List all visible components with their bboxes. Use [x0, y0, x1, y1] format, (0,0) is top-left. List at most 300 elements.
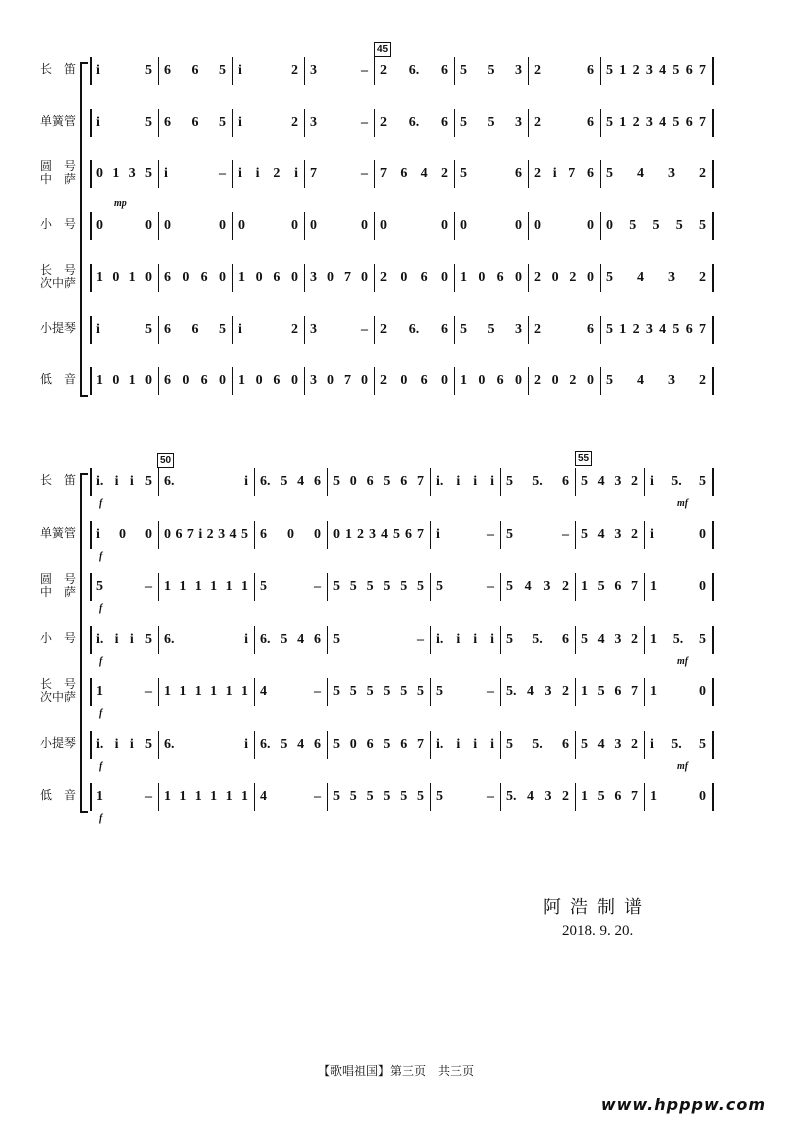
barline: [430, 521, 431, 549]
note: 5: [699, 631, 706, 647]
measure: [238, 215, 298, 237]
measure: [650, 786, 706, 808]
note: 7: [698, 321, 706, 337]
note: 2: [569, 373, 577, 389]
note: 2: [291, 63, 298, 78]
note: 0: [327, 269, 334, 285]
barline: [158, 521, 159, 549]
note: 6: [614, 684, 622, 699]
measure: [460, 215, 522, 237]
instrument-label: 长 号 次中萨: [40, 262, 77, 290]
note: 3: [614, 736, 622, 752]
barline: [712, 212, 714, 240]
note: i: [238, 321, 242, 337]
note: 5: [144, 631, 152, 647]
note: 6: [562, 474, 569, 489]
barline: [575, 626, 576, 654]
measure: [260, 524, 321, 546]
note: 6: [496, 373, 504, 389]
note: 6: [587, 166, 594, 182]
barline: [90, 678, 92, 706]
note: 6.: [408, 63, 420, 78]
note: 0: [219, 218, 226, 234]
note: 6: [587, 114, 594, 130]
note: 1: [128, 269, 136, 285]
note: –: [487, 789, 494, 804]
note: 3: [310, 269, 317, 285]
note: 5: [260, 579, 267, 594]
note: 0: [290, 373, 298, 389]
note: 1: [240, 789, 248, 804]
note: 2: [380, 114, 387, 130]
barline: [158, 573, 159, 601]
barline: [327, 678, 328, 706]
measure: [650, 629, 706, 651]
arrangement-date: 2018. 9. 20.: [562, 923, 634, 939]
barline: [374, 212, 375, 240]
note: 6: [562, 631, 569, 647]
measure: [606, 267, 706, 289]
barline: [712, 160, 714, 188]
instrument-label: 小 号: [40, 630, 77, 645]
dynamic-mark: f: [99, 498, 103, 509]
barline: [575, 468, 576, 496]
note: 4: [527, 684, 534, 699]
note: 4: [637, 166, 644, 182]
note: 6.: [260, 474, 271, 489]
note: 4: [381, 526, 388, 542]
note: 1: [194, 684, 202, 699]
barline: [644, 731, 645, 759]
note: 4: [527, 789, 534, 804]
note: 5: [383, 736, 391, 752]
barline: [232, 212, 233, 240]
note: 0: [606, 218, 613, 234]
note: 5: [349, 789, 357, 804]
measure: [581, 576, 638, 598]
note: 5: [333, 789, 340, 804]
barline: [430, 783, 431, 811]
note: 0: [514, 373, 522, 389]
measure: [310, 60, 368, 82]
measure: [380, 267, 448, 289]
note: 1: [240, 579, 248, 594]
barline: [712, 626, 714, 654]
barline: [644, 783, 645, 811]
measure: [436, 576, 494, 598]
note: –: [361, 63, 368, 78]
measure: [436, 524, 494, 546]
note: 5: [219, 114, 226, 130]
measure: [436, 681, 494, 703]
measure: [238, 370, 298, 392]
measure: [581, 734, 638, 756]
barline: [90, 468, 92, 496]
barline: [90, 573, 92, 601]
barline: [232, 367, 233, 395]
note: 3: [614, 474, 622, 489]
measure: [436, 734, 494, 756]
note: 2: [291, 114, 298, 130]
barline: [600, 264, 601, 292]
instrument-label: 长 号 次中萨: [40, 677, 77, 704]
barline: [712, 316, 714, 344]
barline: [158, 109, 159, 137]
measure: [534, 215, 594, 237]
note: 0: [255, 269, 263, 285]
note: –: [145, 789, 152, 804]
note: 1: [164, 579, 171, 594]
note: i: [456, 474, 461, 489]
arranger-signature: 阿浩制谱: [543, 897, 651, 917]
note: 4: [297, 474, 305, 489]
measure: [164, 319, 226, 341]
barline: [528, 316, 529, 344]
barline: [575, 521, 576, 549]
note: 0: [287, 526, 294, 542]
note: i: [473, 474, 478, 489]
barline: [254, 626, 255, 654]
note: 1: [619, 114, 627, 130]
note: 1: [96, 789, 103, 804]
measure: [460, 112, 522, 134]
barline: [528, 264, 529, 292]
note: 5: [280, 474, 288, 489]
measure: [96, 267, 152, 289]
note: 1: [112, 166, 120, 182]
note: 1: [210, 684, 218, 699]
note: 1: [194, 579, 202, 594]
note: i: [244, 631, 248, 647]
measure: [380, 319, 448, 341]
note: 0: [145, 218, 152, 234]
barline: [454, 109, 455, 137]
note: 4: [260, 789, 267, 804]
note: 0: [112, 269, 120, 285]
note: 0: [400, 269, 408, 285]
note: 7: [630, 579, 638, 594]
measure: [164, 60, 226, 82]
measure: [96, 163, 152, 185]
note: 2: [630, 474, 638, 489]
note: –: [487, 526, 494, 542]
note: 7: [698, 114, 706, 130]
note: 0: [144, 269, 152, 285]
barline: [90, 212, 92, 240]
measure: [380, 163, 448, 185]
barline: [430, 678, 431, 706]
barline: [327, 731, 328, 759]
rehearsal-mark: 45: [374, 42, 391, 57]
measure: [581, 629, 638, 651]
measure: [96, 734, 152, 756]
note: 0: [441, 218, 448, 234]
dynamic-mark: f: [99, 655, 103, 667]
barline: [575, 731, 576, 759]
barline: [327, 626, 328, 654]
barline: [374, 367, 375, 395]
note: i: [650, 736, 654, 752]
measure: [238, 163, 298, 185]
barline: [254, 783, 255, 811]
note: i: [650, 526, 654, 542]
measure: [333, 524, 424, 546]
measure: [534, 60, 594, 82]
note: 5: [672, 114, 680, 130]
barline: [327, 573, 328, 601]
note: i: [650, 474, 654, 489]
note: 3: [668, 166, 675, 182]
note: i: [238, 114, 242, 130]
note: 5: [597, 684, 605, 699]
note: 6: [164, 373, 171, 389]
barline: [500, 678, 501, 706]
note: 0: [118, 526, 126, 542]
note: 6: [164, 114, 171, 130]
barline: [600, 109, 601, 137]
note: 5: [145, 321, 152, 337]
note: 5: [698, 474, 706, 489]
note: i.: [96, 474, 104, 489]
barline: [232, 264, 233, 292]
note: 1: [225, 789, 233, 804]
barline: [158, 160, 159, 188]
note: i: [255, 166, 260, 182]
barline: [158, 783, 159, 811]
measure: [96, 786, 152, 808]
note: i: [552, 166, 557, 182]
note: i: [238, 63, 242, 78]
note: 3: [310, 321, 317, 337]
barline: [90, 731, 92, 759]
note: 7: [344, 373, 351, 389]
note: 5: [280, 631, 288, 647]
note: 5: [333, 579, 340, 594]
note: 3: [645, 63, 653, 78]
note: 5: [416, 684, 424, 699]
note: 5.: [671, 474, 682, 489]
instrument-label: 圆 号 中 萨: [40, 572, 77, 599]
note: 0: [586, 373, 594, 389]
measure: [310, 370, 368, 392]
measure: [164, 215, 226, 237]
note: 6: [164, 321, 171, 337]
note: 5: [460, 114, 467, 130]
measure: [506, 576, 569, 598]
note: 7: [417, 526, 424, 542]
measure: [380, 60, 448, 82]
measure: [534, 112, 594, 134]
note: i: [490, 736, 494, 752]
note: 2: [206, 526, 214, 542]
note: 2: [699, 373, 706, 389]
barline: [90, 783, 92, 811]
barline: [644, 626, 645, 654]
measure: [96, 60, 152, 82]
measure: [534, 319, 594, 341]
note: i: [164, 166, 168, 182]
barline: [158, 468, 159, 496]
note: 0: [361, 218, 368, 234]
note: 1: [179, 789, 187, 804]
barline: [158, 316, 159, 344]
measure: [333, 786, 424, 808]
note: 1: [460, 373, 467, 389]
note: –: [361, 114, 368, 130]
note: i.: [436, 736, 444, 752]
instrument-label: 小 号: [40, 217, 77, 232]
measure: [260, 734, 321, 756]
measure: [650, 471, 706, 493]
barline: [304, 212, 305, 240]
system-bracket: [80, 62, 88, 397]
barline: [430, 468, 431, 496]
note: 0: [349, 474, 357, 489]
note: 2: [562, 789, 569, 804]
measure: [460, 267, 522, 289]
measure: [380, 215, 448, 237]
instrument-label: 小提琴: [40, 735, 77, 750]
note: 6.: [164, 631, 175, 647]
note: 6: [420, 373, 428, 389]
note: 1: [240, 684, 248, 699]
note: 6: [200, 269, 208, 285]
note: 5: [581, 526, 588, 542]
note: 5: [487, 114, 495, 130]
note: 2: [632, 63, 640, 78]
barline: [712, 367, 714, 395]
note: 7: [416, 736, 424, 752]
note: 3: [645, 321, 653, 337]
barline: [712, 468, 714, 496]
note: i: [129, 631, 134, 647]
note: 5: [506, 474, 513, 489]
note: 0: [310, 218, 317, 234]
note: 6.: [164, 474, 175, 489]
note: 5: [416, 579, 424, 594]
measure: [606, 60, 706, 82]
note: 0: [587, 218, 594, 234]
note: 4: [420, 166, 428, 182]
note: 0: [586, 269, 594, 285]
note: 6: [441, 63, 448, 78]
note: i: [473, 736, 478, 752]
note: 3: [310, 373, 317, 389]
barline: [90, 367, 92, 395]
system-bracket: [80, 473, 88, 813]
note: 6: [366, 474, 374, 489]
note: 4: [260, 684, 267, 699]
note: 0: [478, 373, 486, 389]
measure: [606, 370, 706, 392]
note: 0: [534, 218, 541, 234]
note: 5: [366, 789, 374, 804]
barline: [158, 678, 159, 706]
barline: [304, 316, 305, 344]
measure: [606, 215, 706, 237]
note: i: [114, 736, 119, 752]
note: 5.: [506, 789, 517, 804]
barline: [454, 316, 455, 344]
note: 0: [699, 526, 706, 542]
note: 3: [310, 114, 317, 130]
note: 5: [597, 789, 605, 804]
barline: [304, 264, 305, 292]
barline: [90, 57, 92, 85]
measure: [460, 163, 522, 185]
barline: [500, 626, 501, 654]
note: 6: [562, 736, 569, 752]
note: 1: [225, 684, 233, 699]
note: 2: [291, 321, 298, 337]
measure: [333, 629, 424, 651]
note: 3: [668, 373, 675, 389]
note: 0: [514, 269, 522, 285]
measure: [164, 267, 226, 289]
note: 6: [441, 114, 448, 130]
note: 5: [581, 631, 588, 647]
note: 2: [630, 526, 638, 542]
note: 3: [515, 114, 522, 130]
note: i: [114, 631, 119, 647]
note: 6.: [408, 321, 420, 337]
note: 1: [179, 684, 187, 699]
barline: [454, 264, 455, 292]
note: 5.: [672, 631, 684, 647]
note: 3: [543, 579, 551, 594]
note: 2: [562, 684, 569, 699]
barline: [575, 678, 576, 706]
note: 0: [380, 218, 387, 234]
instrument-label: 圆 号 中 萨: [40, 159, 77, 187]
note: 0: [361, 269, 368, 285]
note: 0: [440, 373, 448, 389]
barline: [600, 316, 601, 344]
measure: [96, 524, 152, 546]
measure: [164, 681, 248, 703]
note: 5: [349, 579, 357, 594]
note: 5.: [506, 684, 517, 699]
note: 5: [400, 684, 408, 699]
note: 5: [436, 789, 443, 804]
note: 7: [568, 166, 576, 182]
note: 6: [164, 63, 171, 78]
note: i: [114, 474, 119, 489]
note: 2: [569, 269, 577, 285]
barline: [158, 212, 159, 240]
barline: [712, 57, 714, 85]
note: 6: [614, 579, 622, 594]
note: 1: [650, 579, 657, 594]
note: –: [314, 579, 321, 594]
note: 5: [606, 63, 613, 78]
measure: [333, 576, 424, 598]
note: i: [436, 526, 440, 542]
note: 5: [416, 789, 424, 804]
note: 6: [313, 631, 321, 647]
note: 2: [630, 631, 638, 647]
note: 2: [534, 114, 541, 130]
note: 6: [685, 114, 693, 130]
barline: [158, 626, 159, 654]
note: 6.: [164, 736, 175, 752]
note: 5: [333, 736, 340, 752]
note: 5: [366, 684, 374, 699]
note: 5: [581, 736, 588, 752]
note: 4: [659, 114, 667, 130]
note: 3: [515, 321, 522, 337]
note: 1: [619, 63, 627, 78]
